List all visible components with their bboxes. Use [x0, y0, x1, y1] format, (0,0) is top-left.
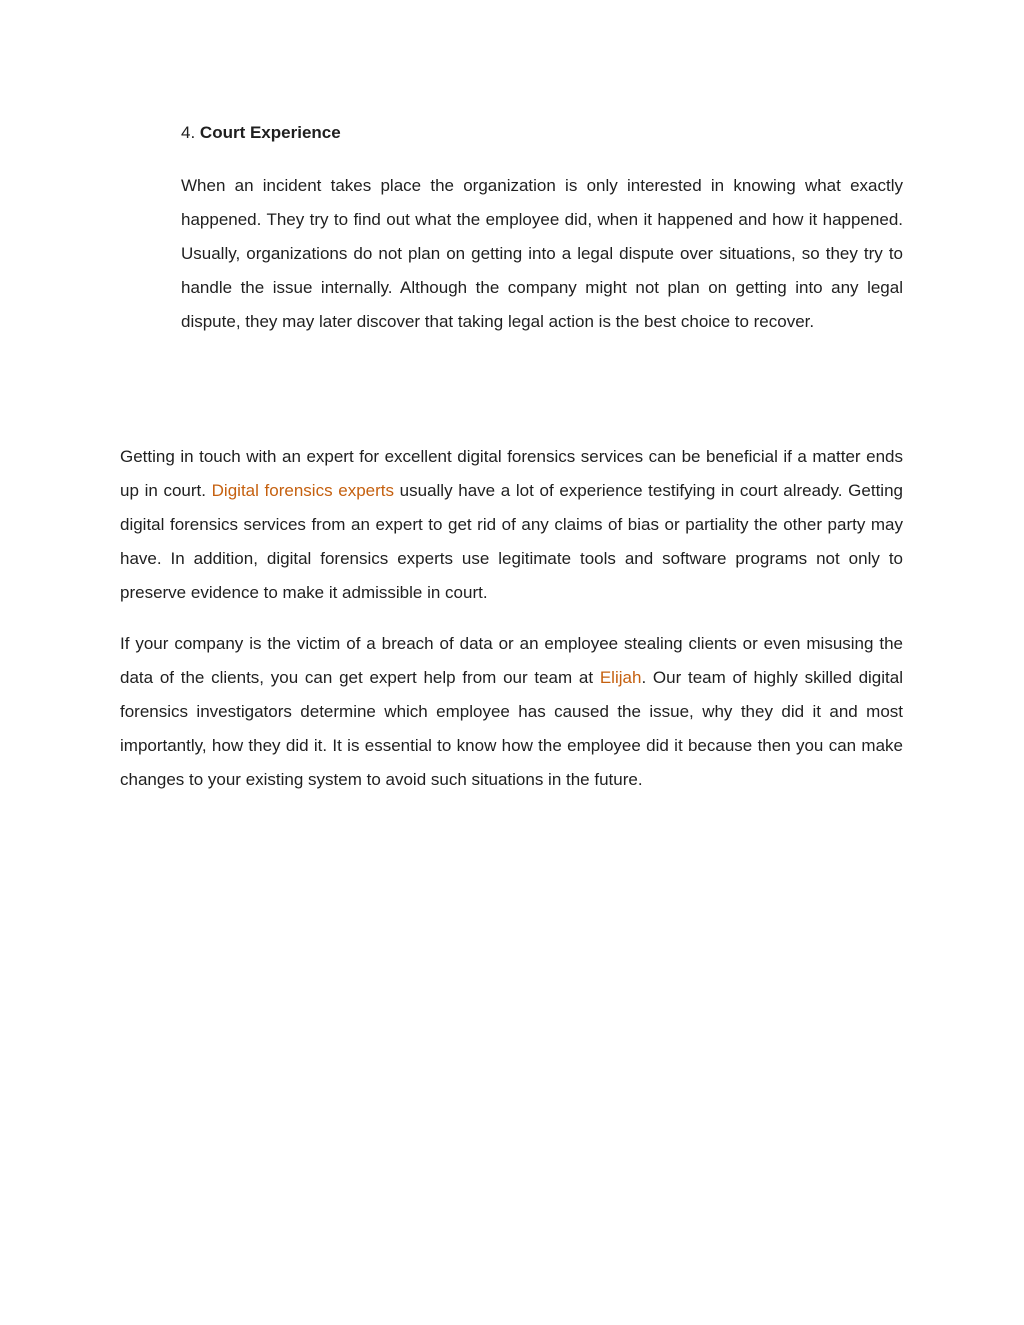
paragraph-company-help — [120, 627, 903, 797]
paragraph-text: If your company is the victim of a breach of data or an employee stealing clients or even misusing the data of the clients, you can get expert help from our team at — [120, 634, 903, 687]
elijah-link[interactable]: Elijah — [599, 668, 642, 687]
digital-forensics-experts-link[interactable]: Digital forensics experts — [211, 481, 394, 500]
paragraph-expert-help — [120, 440, 903, 610]
paragraph-text: Getting in touch with an expert for excellent digital forensics services can be beneficial if a matter ends up in court. — [120, 447, 903, 500]
section-heading — [181, 118, 903, 148]
section-number: 4. — [181, 123, 196, 142]
section-paragraph: When an incident takes place the organization is only interested in knowing what exactly happened. They try to find out what the employee did, when it happened and how it happened. Usually, organizations do not plan on getting into a legal dispute over situations, so they try to handle the issue internally. Although the company might not plan on getting into any legal dispute, they may later discover that taking legal action is the best choice to recover. — [181, 176, 903, 331]
paragraph-text: . Our team of highly skilled digital forensics investigators determine which employee has caused the issue, why they did it and most importantly, how they did it. It is essential to know how the employee did it because then you can make changes to your existing system to avoid such situations in the future. — [120, 668, 903, 789]
section-title: Court Experience — [199, 123, 341, 142]
body-text — [120, 440, 903, 814]
paragraph-text: usually have a lot of experience testifying in court already. Getting digital forensics services from an expert to get rid of any claims of bias or partiality the other party may have. In addition, digital forensics experts use legitimate tools and software programs not only to preserve evidence to make it admissible in court. — [120, 481, 903, 602]
court-experience-section — [181, 118, 903, 339]
